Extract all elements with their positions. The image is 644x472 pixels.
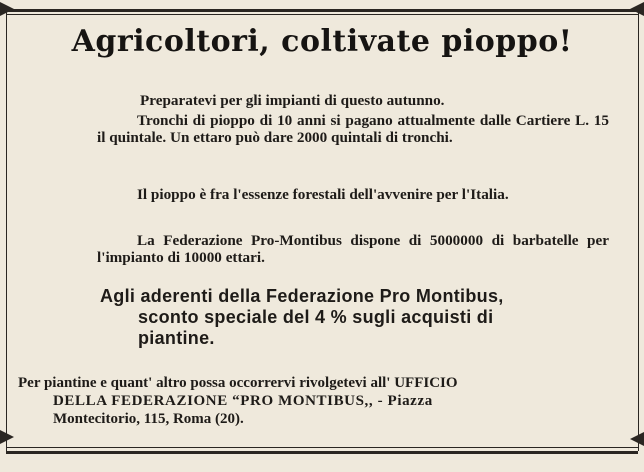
corner-ornament-bottom-left <box>0 430 14 444</box>
contact-line-1: Per piantine e quant' altro possa occorrervi rivolgetevi all' UFFICIO <box>18 375 458 391</box>
contact-info <box>18 374 608 428</box>
right-border-rule <box>638 9 639 451</box>
paragraph-autumn: Preparatevi per gli impianti di questo autunno. <box>140 92 445 109</box>
left-border-rule <box>6 9 7 451</box>
bottom-border-thin-rule <box>6 447 638 448</box>
discount-line-2: sconto speciale del 4 % sugli acquisti di <box>138 307 494 327</box>
top-border-thin-rule <box>6 14 638 15</box>
corner-ornament-bottom-right <box>630 432 644 446</box>
bottom-border-rule <box>6 451 638 454</box>
discount-line-3: piantine. <box>138 328 215 348</box>
discount-line-1: Agli aderenti della Federazione Pro Montibus, <box>100 286 504 306</box>
contact-line-2: DELLA FEDERAZIONE “PRO MONTIBUS,, - Piazza <box>53 393 433 409</box>
headline: Agricoltori, coltivate pioppo! <box>71 24 573 59</box>
paragraph-future: Il pioppo è fra l'essenze forestali dell'avvenire per l'Italia. <box>137 186 509 203</box>
discount-notice <box>100 286 610 349</box>
contact-line-3: Montecitorio, 115, Roma (20). <box>53 411 244 427</box>
paragraph-federation: La Federazione Pro-Montibus dispone di 5000000 di barbatelle per l'impianto di 10000 ettari. <box>97 232 609 266</box>
paragraph-price: Tronchi di pioppo di 10 anni si pagano attualmente dalle Cartiere L. 15 il quintale. Un ettaro può dare 2000 quintali di tronchi. <box>97 112 609 146</box>
top-border-rule <box>6 9 638 12</box>
